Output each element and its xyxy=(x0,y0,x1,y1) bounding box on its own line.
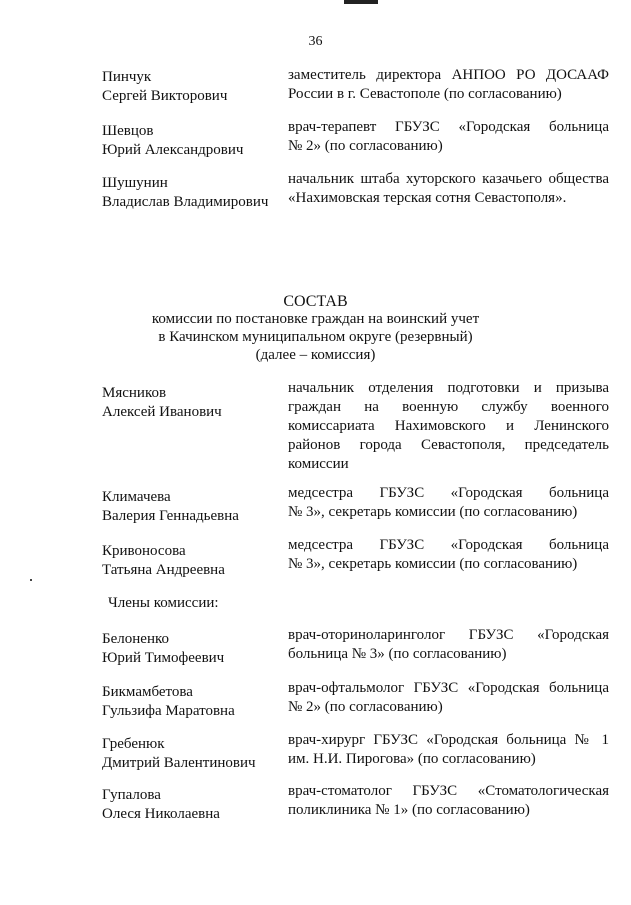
entry-role xyxy=(288,536,609,574)
page-number: 36 xyxy=(308,34,323,49)
heading-line: (далее – комиссия) xyxy=(255,347,376,363)
entry-role xyxy=(288,782,609,820)
entry-name: Белоненко Юрий Тимофеевич xyxy=(102,631,225,666)
role-line: начальник отделения подготовки и призыва xyxy=(288,380,609,396)
entry-name: Бикмамбетова Гульзифа Маратовна xyxy=(102,684,235,719)
role-line: «Нахимовская терская сотня Севастополя». xyxy=(288,190,567,206)
role-line: районов города Севастополя, председатель xyxy=(288,437,609,453)
role-line: врач-терапевт ГБУЗС «Городская больница xyxy=(288,119,609,135)
scan-artifact xyxy=(344,0,378,4)
entry-name: Мясников Алексей Иванович xyxy=(102,385,222,420)
role-line: врач-оториноларинголог ГБУЗС «Городская xyxy=(288,627,609,643)
role-line: № 2» (по согласованию) xyxy=(288,138,443,154)
entry-name: Шушунин Владислав Владимирович xyxy=(102,175,269,210)
role-line: № 2» (по согласованию) xyxy=(288,699,443,715)
role-line: № 3», секретарь комиссии (по согласованию) xyxy=(288,556,578,572)
role-line: заместитель директора АНПОО РО ДОСААФ xyxy=(288,67,609,83)
entry-role xyxy=(288,484,609,522)
entry-role xyxy=(288,731,609,769)
role-line: медсестра ГБУЗС «Городская больница xyxy=(288,537,609,553)
role-line: комиссариата Нахимовского и Ленинского xyxy=(288,418,609,434)
entry-name: Гребенюк Дмитрий Валентинович xyxy=(102,736,256,771)
entry-name: Пинчук Сергей Викторович xyxy=(102,69,228,104)
entry-role xyxy=(288,170,609,208)
entry-role xyxy=(288,679,609,717)
entry-name: Гупалова Олеся Николаевна xyxy=(102,787,220,822)
entry-name: Климачева Валерия Геннадьевна xyxy=(102,489,239,524)
role-line: № 3», секретарь комиссии (по согласованию) xyxy=(288,504,578,520)
role-line: врач-хирург ГБУЗС «Городская больница № 1 xyxy=(288,732,609,748)
entry-name: Шевцов Юрий Александрович xyxy=(102,123,244,158)
role-line: комиссии xyxy=(288,456,349,472)
role-line: России в г. Севастополе (по согласованию) xyxy=(288,86,562,102)
role-line: граждан на военную службу военного xyxy=(288,399,609,415)
entry-role xyxy=(288,626,609,664)
role-line: им. Н.И. Пирогова» (по согласованию) xyxy=(288,751,536,767)
scan-speck xyxy=(30,579,32,581)
role-line: начальник штаба хуторского казачьего общества xyxy=(288,171,609,187)
role-line: больница № 3» (по согласованию) xyxy=(288,646,507,662)
role-line: медсестра ГБУЗС «Городская больница xyxy=(288,485,609,501)
entry-name: Кривоносова Татьяна Андреевна xyxy=(102,543,225,578)
role-line: врач-офтальмолог ГБУЗС «Городская больница xyxy=(288,680,609,696)
heading-title: СОСТАВ xyxy=(283,293,348,310)
entry-role xyxy=(288,379,609,474)
role-line: врач-стоматолог ГБУЗС «Стоматологическая xyxy=(288,783,609,799)
heading-line: комиссии по постановке граждан на воинский учет xyxy=(151,311,480,327)
role-line: поликлиника № 1» (по согласованию) xyxy=(288,802,530,818)
entry-role xyxy=(288,66,609,104)
members-label: Члены комиссии: xyxy=(108,595,219,611)
entry-role xyxy=(288,118,609,156)
heading-line: в Качинском муниципальном округе (резервный) xyxy=(158,329,473,345)
